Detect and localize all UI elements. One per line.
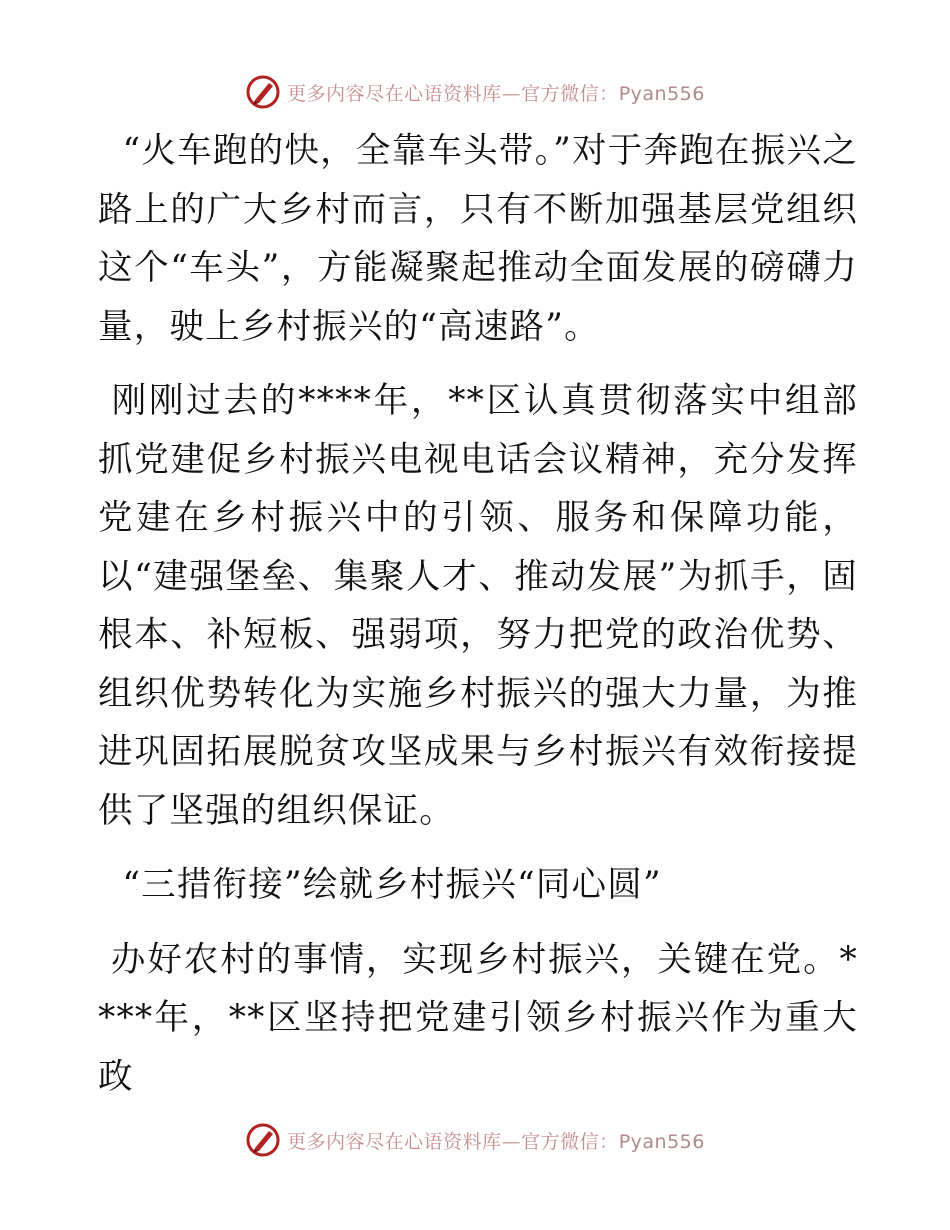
- pen-logo-icon: [245, 74, 281, 110]
- footer-watermark: [0, 1120, 950, 1160]
- header-wechat-id: Pyan556: [618, 82, 705, 105]
- header-separator: —: [501, 82, 522, 105]
- footer-wechat-id: Pyan556: [618, 1130, 705, 1153]
- footer-brand: 更多内容尽在心语资料库: [287, 1130, 502, 1153]
- pen-logo-icon: [245, 1122, 281, 1158]
- header-brand: 更多内容尽在心语资料库: [287, 82, 502, 105]
- footer-wechat-label: 官方微信：: [521, 1130, 619, 1153]
- document-body: [98, 122, 858, 1106]
- header-watermark: [0, 72, 950, 112]
- paragraph-key: 办好农村的事情，实现乡村振兴，关键在党。****年，**区坚持把党建引领乡村振兴作为重大政: [98, 939, 858, 1097]
- paragraph-review: 刚刚过去的****年，**区认真贯彻落实中组部抓党建促乡村振兴电视电话会议精神，充分发挥党建在乡村振兴中的引领、服务和保障功能，以“建强堡垒、集聚人才、推动发展”为抓手，固根本、补短板、强弱项，努力把党的政治优势、组织优势转化为实施乡村振兴的强大力量，为推进巩固拓展脱贫攻坚成果与乡村振兴有效衔接提供了坚强的组织保证。: [98, 381, 858, 831]
- paragraph-intro: “火车跑的快，全靠车头带。”对于奔跑在振兴之路上的广大乡村而言，只有不断加强基层党组织这个“车头”，方能凝聚起推动全面发展的磅礴力量，驶上乡村振兴的“高速路”。: [98, 131, 858, 347]
- header-wechat-label: 官方微信：: [521, 82, 619, 105]
- footer-separator: —: [501, 1130, 522, 1153]
- section-heading: “三措衔接”绘就乡村振兴“同心圆”: [98, 865, 662, 905]
